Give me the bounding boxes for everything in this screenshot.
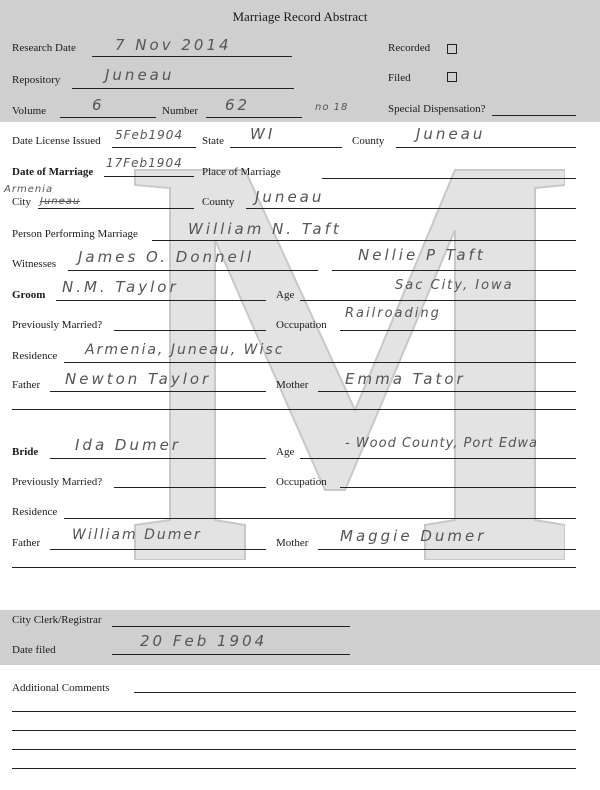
recorded-label: Recorded — [388, 42, 431, 54]
number-value[interactable]: 62 — [225, 96, 251, 114]
groom-occupation-value[interactable]: Railroading — [345, 306, 441, 321]
bride-age-value[interactable]: - Wood County, Port Edwa — [345, 436, 538, 451]
date-of-marriage-line — [104, 176, 194, 177]
groom-mother-line — [318, 391, 576, 392]
research-date-label: Research Date — [12, 42, 76, 54]
additional-comments-label: Additional Comments — [12, 682, 110, 694]
bride-father-value[interactable]: William Dumer — [72, 527, 202, 543]
county2-line — [246, 208, 576, 209]
volume-line — [60, 117, 156, 118]
city-struck-value[interactable]: Juneau — [40, 196, 81, 207]
number-line — [206, 117, 302, 118]
bride-value[interactable]: Ida Dumer — [75, 436, 181, 454]
county-line — [396, 147, 576, 148]
date-license-value[interactable]: 5Feb1904 — [115, 128, 184, 142]
date-of-marriage-value[interactable]: 17Feb1904 — [106, 156, 183, 170]
date-filed-label: Date filed — [12, 644, 56, 656]
witness1-value[interactable]: James O. Donnell — [78, 248, 255, 266]
county2-value[interactable]: Juneau — [255, 188, 325, 206]
research-date-value[interactable]: 7 Nov 2014 — [115, 36, 232, 54]
date-license-line — [112, 147, 196, 148]
volume-value[interactable]: 6 — [92, 96, 105, 114]
person-performing-value[interactable]: William N. Taft — [188, 220, 342, 238]
place-of-marriage-label: Place of Marriage — [202, 166, 281, 178]
groom-father-line — [50, 391, 266, 392]
bride-mother-value[interactable]: Maggie Dumer — [340, 527, 487, 545]
witness1-line — [68, 270, 318, 271]
groom-age-label: Age — [276, 289, 295, 301]
comments-line-5[interactable] — [12, 768, 576, 769]
bride-occupation-label: Occupation — [276, 476, 327, 488]
groom-mother-label: Mother — [276, 379, 309, 391]
groom-previously-married-line — [114, 330, 266, 331]
repository-line — [72, 88, 294, 89]
groom-father-value[interactable]: Newton Taylor — [65, 370, 212, 388]
place-of-marriage-line — [322, 178, 576, 179]
special-dispensation-label: Special Dispensation? — [388, 103, 486, 115]
date-of-marriage-label: Date of Marriage — [12, 166, 94, 178]
filed-checkbox[interactable] — [447, 72, 457, 82]
groom-extra-line — [12, 409, 576, 410]
bride-age-line — [300, 458, 576, 459]
state-value[interactable]: WI — [250, 125, 276, 143]
state-label: State — [202, 135, 224, 147]
bride-occupation-line — [340, 487, 576, 488]
bride-mother-label: Mother — [276, 537, 309, 549]
city-line — [38, 208, 194, 209]
comments-line-4[interactable] — [12, 749, 576, 750]
repository-label: Repository — [12, 74, 61, 86]
number-note[interactable]: no 18 — [315, 102, 349, 113]
groom-label: Groom — [12, 289, 46, 301]
witnesses-label: Witnesses — [12, 258, 57, 270]
date-filed-value[interactable]: 20 Feb 1904 — [140, 632, 268, 650]
city-clerk-line — [112, 626, 350, 627]
witness2-line — [332, 270, 576, 271]
bride-residence-line — [64, 518, 576, 519]
bride-father-label: Father — [12, 537, 41, 549]
comments-line-3[interactable] — [12, 730, 576, 731]
date-license-label: Date License Issued — [12, 135, 101, 147]
county-label: County — [352, 135, 385, 147]
groom-residence-label: Residence — [12, 350, 58, 362]
number-label: Number — [162, 105, 199, 117]
comments-line-2[interactable] — [12, 711, 576, 712]
recorded-checkbox[interactable] — [447, 44, 457, 54]
city-clerk-label: City Clerk/Registrar — [12, 614, 102, 626]
person-performing-line — [152, 240, 576, 241]
groom-mother-value[interactable]: Emma Tator — [345, 370, 466, 388]
bride-line — [50, 458, 266, 459]
form-title: Marriage Record Abstract — [232, 9, 368, 24]
special-dispensation-line — [492, 115, 576, 116]
groom-value[interactable]: N.M. Taylor — [62, 278, 179, 296]
bride-residence-label: Residence — [12, 506, 58, 518]
filed-label: Filed — [388, 72, 411, 84]
groom-previously-married-label: Previously Married? — [12, 319, 103, 331]
groom-residence-line — [64, 362, 576, 363]
bride-age-label: Age — [276, 446, 295, 458]
county-value[interactable]: Juneau — [416, 125, 486, 143]
bride-extra-line — [12, 567, 576, 568]
research-date-line — [92, 56, 292, 57]
bride-mother-line — [318, 549, 576, 550]
groom-occupation-label: Occupation — [276, 319, 327, 331]
repository-value[interactable]: Juneau — [105, 66, 175, 84]
bride-previously-married-label: Previously Married? — [12, 476, 103, 488]
groom-age-value[interactable]: Sac City, Iowa — [395, 278, 514, 293]
witness2-value[interactable]: Nellie P Taft — [358, 246, 486, 264]
state-line — [230, 147, 342, 148]
groom-residence-value[interactable]: Armenia, Juneau, Wisc — [85, 342, 285, 358]
groom-occupation-line — [340, 330, 576, 331]
city-label: City — [12, 196, 31, 208]
bride-previously-married-line — [114, 487, 266, 488]
person-performing-label: Person Performing Marriage — [12, 228, 138, 240]
city-note[interactable]: Armenia — [4, 184, 54, 195]
groom-father-label: Father — [12, 379, 41, 391]
county2-label: County — [202, 196, 235, 208]
comments-line-1[interactable] — [134, 692, 576, 693]
bride-father-line — [50, 549, 266, 550]
date-filed-line — [112, 654, 350, 655]
groom-age-line — [300, 300, 576, 301]
volume-label: Volume — [12, 105, 47, 117]
bride-label: Bride — [12, 446, 39, 458]
groom-line — [56, 300, 266, 301]
